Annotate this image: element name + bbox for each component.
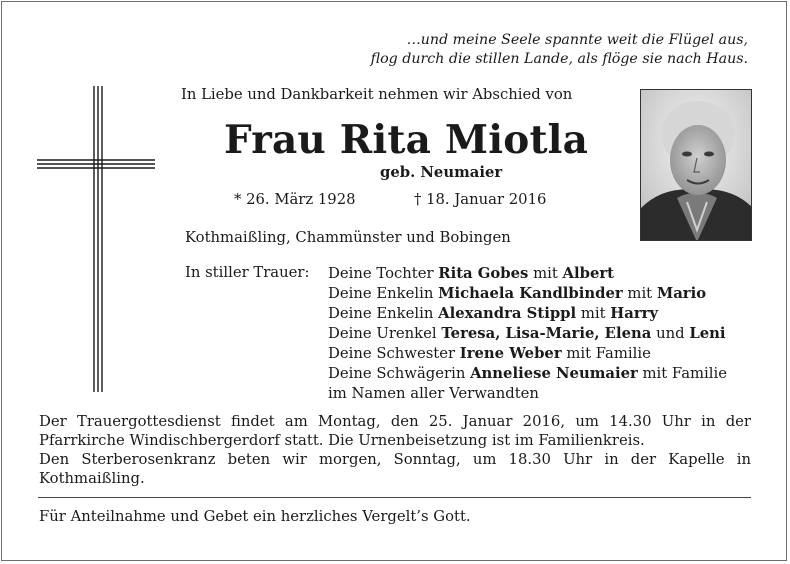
- birth-date: * 26. März 1928: [234, 191, 356, 208]
- intro-text: In Liebe und Dankbarkeit nehmen wir Abschied von: [181, 86, 573, 103]
- service-info: [39, 412, 751, 488]
- mourner-line: Deine Enkelin Michaela Kandlbinder mit Mario: [328, 285, 707, 302]
- mourner-line: Deine Enkelin Alexandra Stippl mit Harry: [328, 305, 659, 322]
- verse-line-2: flog durch die stillen Lande, als flöge sie nach Haus.: [370, 51, 748, 67]
- thanks-text: Für Anteilnahme und Gebet ein herzliches Vergelt’s Gott.: [39, 508, 471, 525]
- mourners-list: [328, 264, 727, 404]
- divider: [38, 497, 751, 498]
- deceased-name: Frau Rita Miotla: [224, 117, 589, 163]
- places-text: Kothmaißling, Chammünster und Bobingen: [185, 229, 511, 246]
- mourner-line: im Namen aller Verwandten: [328, 385, 539, 402]
- cross-icon: [37, 86, 155, 392]
- verse-line-1: …und meine Seele spannte weit die Flügel aus,: [406, 32, 748, 48]
- mourner-line: Deine Schwester Irene Weber mit Familie: [328, 345, 651, 362]
- service-paragraph-1: Der Trauergottesdienst findet am Montag, den 25. Januar 2016, um 14.30 Uhr in der Pfarrkirche Windischbergerdorf statt. Die Urnenbeisetzung ist im Familienkreis.: [39, 413, 751, 449]
- mourner-line: Deine Urenkel Teresa, Lisa-Marie, Elena und Leni: [328, 325, 726, 342]
- maiden-name: geb. Neumaier: [380, 164, 503, 181]
- mourner-line: Deine Tochter Rita Gobes mit Albert: [328, 265, 614, 282]
- portrait-photo: [640, 89, 752, 241]
- mourners-label: In stiller Trauer:: [185, 264, 310, 281]
- death-date: † 18. Januar 2016: [414, 191, 547, 208]
- mourner-line: Deine Schwägerin Anneliese Neumaier mit Familie: [328, 365, 727, 382]
- service-paragraph-2: Den Sterberosenkranz beten wir morgen, Sonntag, um 18.30 Uhr in der Kapelle in Kothmaißling.: [39, 451, 751, 487]
